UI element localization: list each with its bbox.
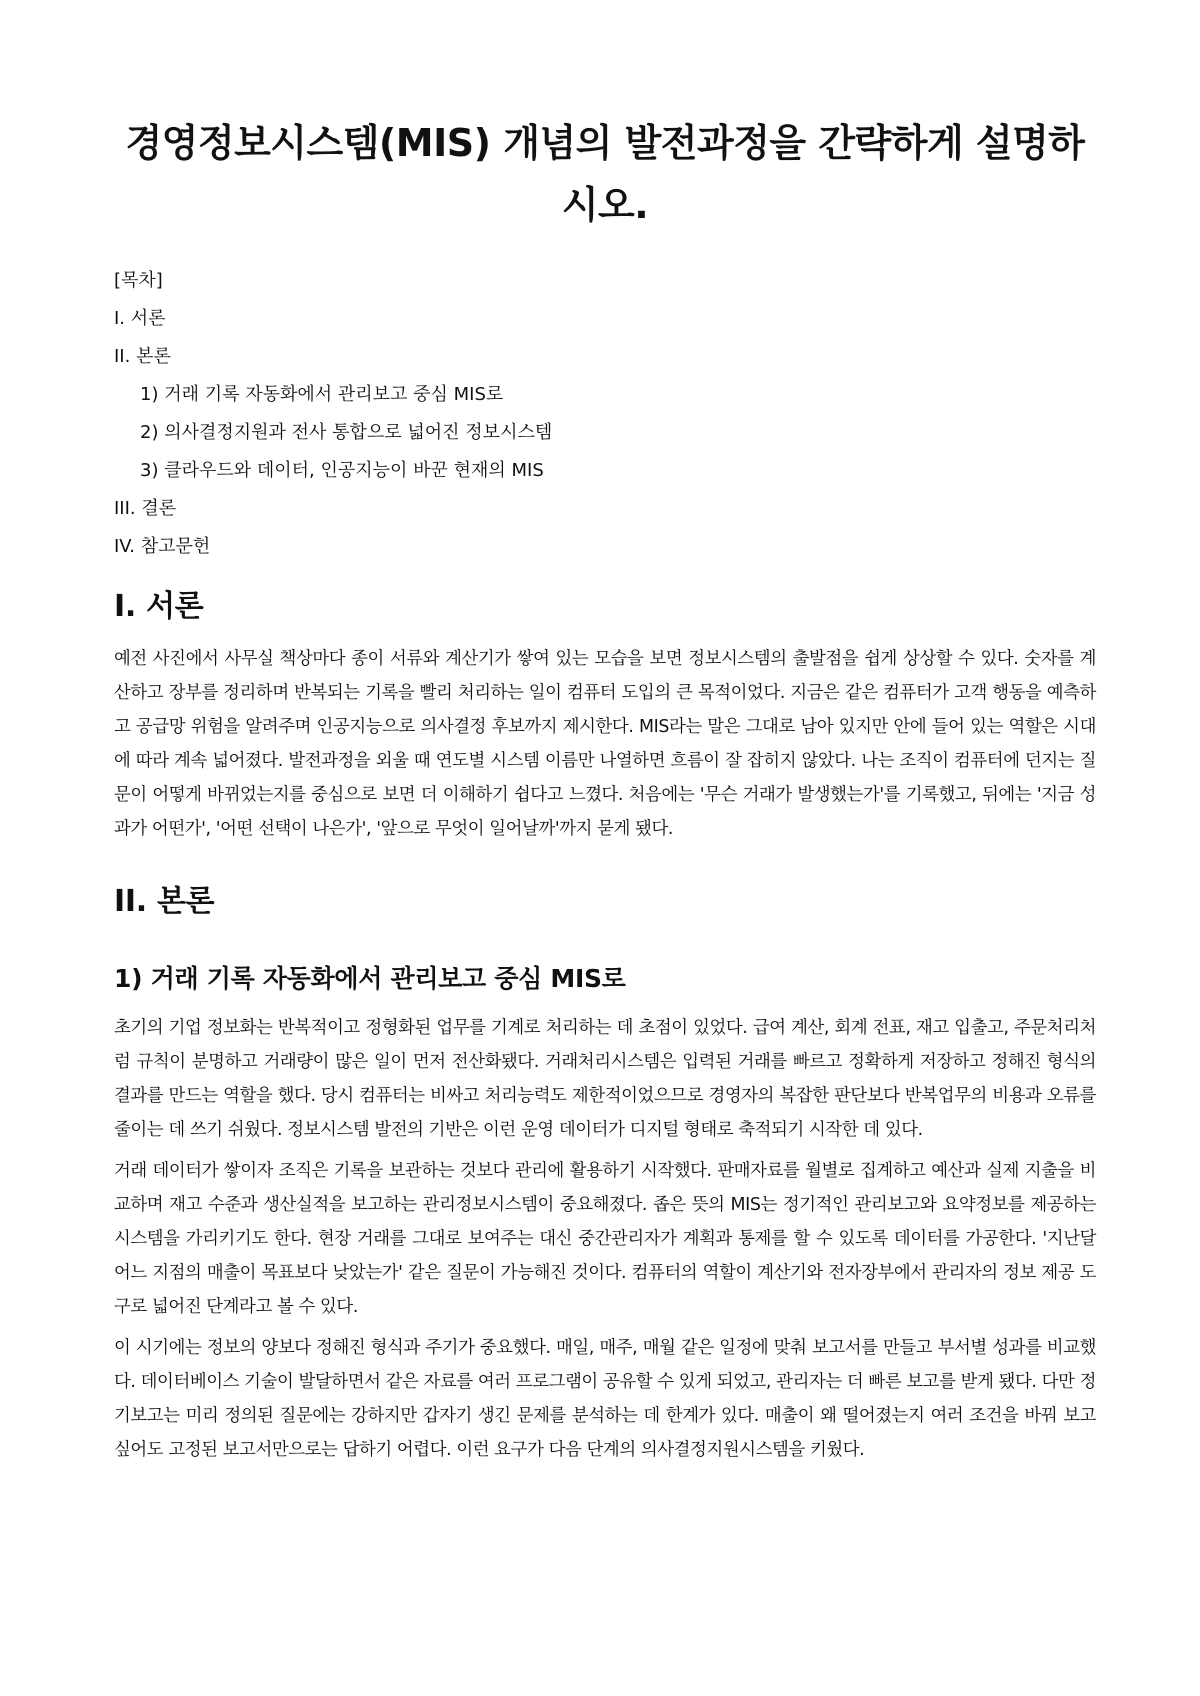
intro-paragraph: 예전 사진에서 사무실 책상마다 종이 서류와 계산기가 쌓여 있는 모습을 보면 정보시스템의 출발점을 쉽게 상상할 수 있다. 숫자를 계산하고 장부를 정리하며 반복되는 기록을 빨리 처리하는 일이 컴퓨터 도입의 큰 목적이었다. 지금은 같은 컴퓨터가 고객 행동을 예측하고 공급망 위험을 알려주며 인공지능으로 의사결정 후보까지 제시한다. MIS라는 말은 그대로 남아 있지만 안에 들어 있는 역할은 시대에 따라 계속 넓어졌다. 발전과정을 외울 때 연도별 시스템 이름만 나열하면 흐름이 잘 잡히지 않았다. 나는 조직이 컴퓨터에 던지는 질문이 어떻게 바뀌었는지를 중심으로 보면 더 이해하기 쉽다고 느꼈다. 처음에는 '무슨 거래가 발생했는가'를 기록했고, 뒤에는 '지금 성과가 어떤가', '어떤 선택이 나은가', '앞으로 무엇이 일어날까'까지 묻게 됐다. [114, 649, 1096, 839]
toc-item-body-3: 3) 클라우드와 데이터, 인공지능이 바꾼 현재의 MIS [140, 460, 544, 481]
section-heading-body: II. 본론 [114, 884, 215, 919]
toc-item-conclusion: III. 결론 [114, 498, 177, 519]
toc-item-references: IV. 참고문헌 [114, 536, 211, 557]
body-paragraph: 이 시기에는 정보의 양보다 정해진 형식과 주기가 중요했다. 매일, 매주, 매월 같은 일정에 맞춰 보고서를 만들고 부서별 성과를 비교했다. 데이터베이스 기술이 발달하면서 같은 자료를 여러 프로그램이 공유할 수 있게 되었고, 관리자는 더 빠른 보고를 받게 됐다. 다만 정기보고는 미리 정의된 질문에는 강하지만 갑자기 생긴 문제를 분석하는 데 한계가 있다. 매출이 왜 떨어졌는지 여러 조건을 바꿔 보고 싶어도 고정된 보고서만으로는 답하기 어렵다. 이런 요구가 다음 단계의 의사결정지원시스템을 키웠다. [114, 1338, 1096, 1460]
section-heading-intro: I. 서론 [114, 589, 204, 624]
toc-item-intro: I. 서론 [114, 308, 166, 329]
toc-item-body-1: 1) 거래 기록 자동화에서 관리보고 중심 MIS로 [140, 384, 504, 405]
table-of-contents [114, 262, 1096, 566]
toc-item-body-2: 2) 의사결정지원과 전사 통합으로 넓어진 정보시스템 [140, 422, 553, 443]
toc-item-body: II. 본론 [114, 346, 171, 367]
subsection-heading-1: 1) 거래 기록 자동화에서 관리보고 중심 MIS로 [114, 964, 626, 993]
toc-heading: [목차] [114, 270, 163, 291]
body-paragraph: 초기의 기업 정보화는 반복적이고 정형화된 업무를 기계로 처리하는 데 초점이 있었다. 급여 계산, 회계 전표, 재고 입출고, 주문처리처럼 규칙이 분명하고 거래량이 많은 일이 먼저 전산화됐다. 거래처리시스템은 입력된 거래를 빠르고 정확하게 저장하고 정해진 형식의 결과를 만드는 역할을 했다. 당시 컴퓨터는 비싸고 처리능력도 제한적이었으므로 경영자의 복잡한 판단보다 반복업무의 비용과 오류를 줄이는 데 쓰기 쉬웠다. 정보시스템 발전의 기반은 이런 운영 데이터가 디지털 형태로 축적되기 시작한 데 있다. [114, 1018, 1096, 1140]
body-paragraph: 거래 데이터가 쌓이자 조직은 기록을 보관하는 것보다 관리에 활용하기 시작했다. 판매자료를 월별로 집계하고 예산과 실제 지출을 비교하며 재고 수준과 생산실적을 보고하는 관리정보시스템이 중요해졌다. 좁은 뜻의 MIS는 정기적인 관리보고와 요약정보를 제공하는 시스템을 가리키기도 한다. 현장 거래를 그대로 보여주는 대신 중간관리자가 계획과 통제를 할 수 있도록 데이터를 가공한다. '지난달 어느 지점의 매출이 목표보다 낮았는가' 같은 질문이 가능해진 것이다. 컴퓨터의 역할이 계산기와 전자장부에서 관리자의 정보 제공 도구로 넓어진 단계라고 볼 수 있다. [114, 1161, 1096, 1317]
document-title: 경영정보시스템(MIS) 개념의 발전과정을 간략하게 설명하시오. [125, 121, 1085, 227]
